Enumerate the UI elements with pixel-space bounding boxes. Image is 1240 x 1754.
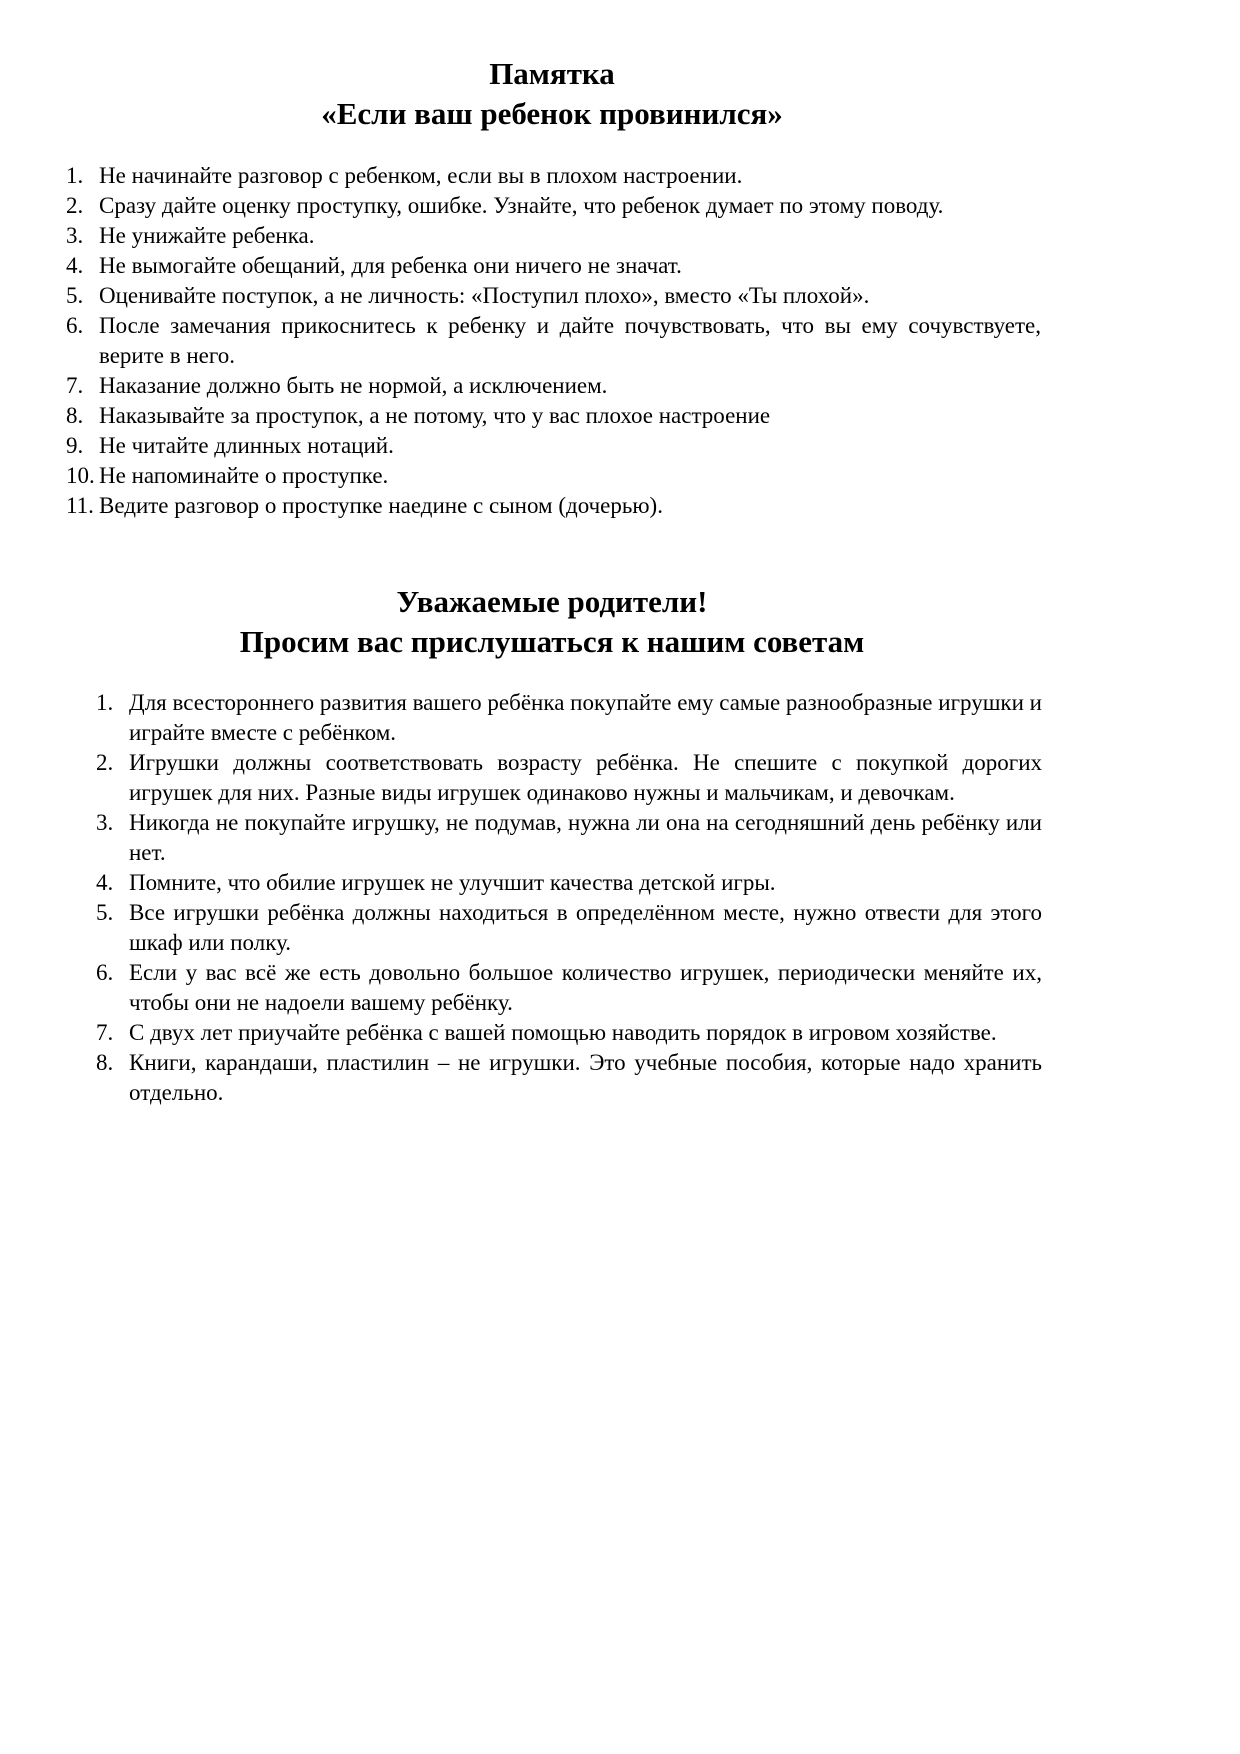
item-number: 7. xyxy=(96,1020,114,1045)
list-item xyxy=(96,868,1042,898)
advice-title xyxy=(0,582,1104,662)
list-item xyxy=(66,311,1041,371)
item-number: 1. xyxy=(66,163,84,188)
item-text: С двух лет приучайте ребёнка с вашей помощью наводить порядок в игровом хозяйстве. xyxy=(129,1020,997,1045)
list-item xyxy=(66,251,1041,281)
memo-title xyxy=(0,54,1104,134)
list-item xyxy=(66,281,1041,311)
item-number: 7. xyxy=(66,373,84,398)
list-item xyxy=(96,748,1042,808)
list-item xyxy=(96,808,1042,868)
item-text: Сразу дайте оценку проступку, ошибке. Узнайте, что ребенок думает по этому поводу. xyxy=(99,193,944,218)
item-number: 6. xyxy=(96,960,114,985)
item-text: Ведите разговор о проступке наедине с сыном (дочерью). xyxy=(99,493,663,518)
list-item xyxy=(66,401,1041,431)
memo-title-line1: Памятка xyxy=(489,56,615,91)
item-number: 6. xyxy=(66,313,84,338)
memo-title-line2: «Если ваш ребенок провинился» xyxy=(321,96,783,131)
item-text: Наказывайте за проступок, а не потому, что у вас плохое настроение xyxy=(99,403,771,428)
item-number: 10. xyxy=(66,463,95,488)
item-text: Не унижайте ребенка. xyxy=(99,223,315,248)
item-number: 3. xyxy=(96,810,114,835)
item-number: 8. xyxy=(96,1050,114,1075)
list-item xyxy=(96,1048,1042,1108)
item-number: 9. xyxy=(66,433,84,458)
item-number: 2. xyxy=(96,750,114,775)
item-text: После замечания прикоснитесь к ребенку и дайте почувствовать, что вы ему сочувствуете, верите в него. xyxy=(99,313,1041,368)
item-text: Наказание должно быть не нормой, а исключением. xyxy=(99,373,608,398)
list-item xyxy=(66,371,1041,401)
item-text: Не напоминайте о проступке. xyxy=(99,463,389,488)
list-item xyxy=(66,191,1041,221)
list-item xyxy=(66,161,1041,191)
item-number: 8. xyxy=(66,403,84,428)
item-number: 5. xyxy=(66,283,84,308)
advice-title-line2: Просим вас прислушаться к нашим советам xyxy=(239,624,865,659)
item-number: 4. xyxy=(96,870,114,895)
memo-rules-list xyxy=(66,161,1041,521)
item-number: 1. xyxy=(96,690,114,715)
item-text: Для всестороннего развития вашего ребёнка покупайте ему самые разнообразные игрушки и играйте вместе с ребёнком. xyxy=(129,690,1042,745)
list-item xyxy=(96,688,1042,748)
item-text: Оценивайте поступок, а не личность: «Поступил плохо», вместо «Ты плохой». xyxy=(99,283,870,308)
item-number: 4. xyxy=(66,253,84,278)
list-item xyxy=(96,958,1042,1018)
item-number: 2. xyxy=(66,193,84,218)
item-text: Не вымогайте обещаний, для ребенка они ничего не значат. xyxy=(99,253,682,278)
item-text: Игрушки должны соответствовать возрасту ребёнка. Не спешите с покупкой дорогих игрушек для них. Разные виды игрушек одинаково нужны и мальчикам, и девочкам. xyxy=(129,750,1042,805)
list-item xyxy=(66,461,1041,491)
item-text: Книги, карандаши, пластилин – не игрушки. Это учебные пособия, которые надо хранить отдельно. xyxy=(129,1050,1042,1105)
item-text: Все игрушки ребёнка должны находиться в определённом месте, нужно отвести для этого шкаф или полку. xyxy=(129,900,1042,955)
advice-list xyxy=(96,688,1042,1108)
item-number: 5. xyxy=(96,900,114,925)
list-item xyxy=(66,431,1041,461)
item-text: Если у вас всё же есть довольно большое количество игрушек, периодически меняйте их, чтобы они не надоели вашему ребёнку. xyxy=(129,960,1042,1015)
list-item xyxy=(96,898,1042,958)
item-text: Никогда не покупайте игрушку, не подумав, нужна ли она на сегодняшний день ребёнку или нет. xyxy=(129,810,1042,865)
advice-title-line1: Уважаемые родители! xyxy=(396,584,708,619)
item-text: Не начинайте разговор с ребенком, если вы в плохом настроении. xyxy=(99,163,743,188)
item-text: Помните, что обилие игрушек не улучшит качества детской игры. xyxy=(129,870,776,895)
item-number: 3. xyxy=(66,223,84,248)
list-item xyxy=(66,491,1041,521)
list-item xyxy=(66,221,1041,251)
list-item xyxy=(96,1018,1042,1048)
item-number: 11. xyxy=(66,493,94,518)
item-text: Не читайте длинных нотаций. xyxy=(99,433,394,458)
